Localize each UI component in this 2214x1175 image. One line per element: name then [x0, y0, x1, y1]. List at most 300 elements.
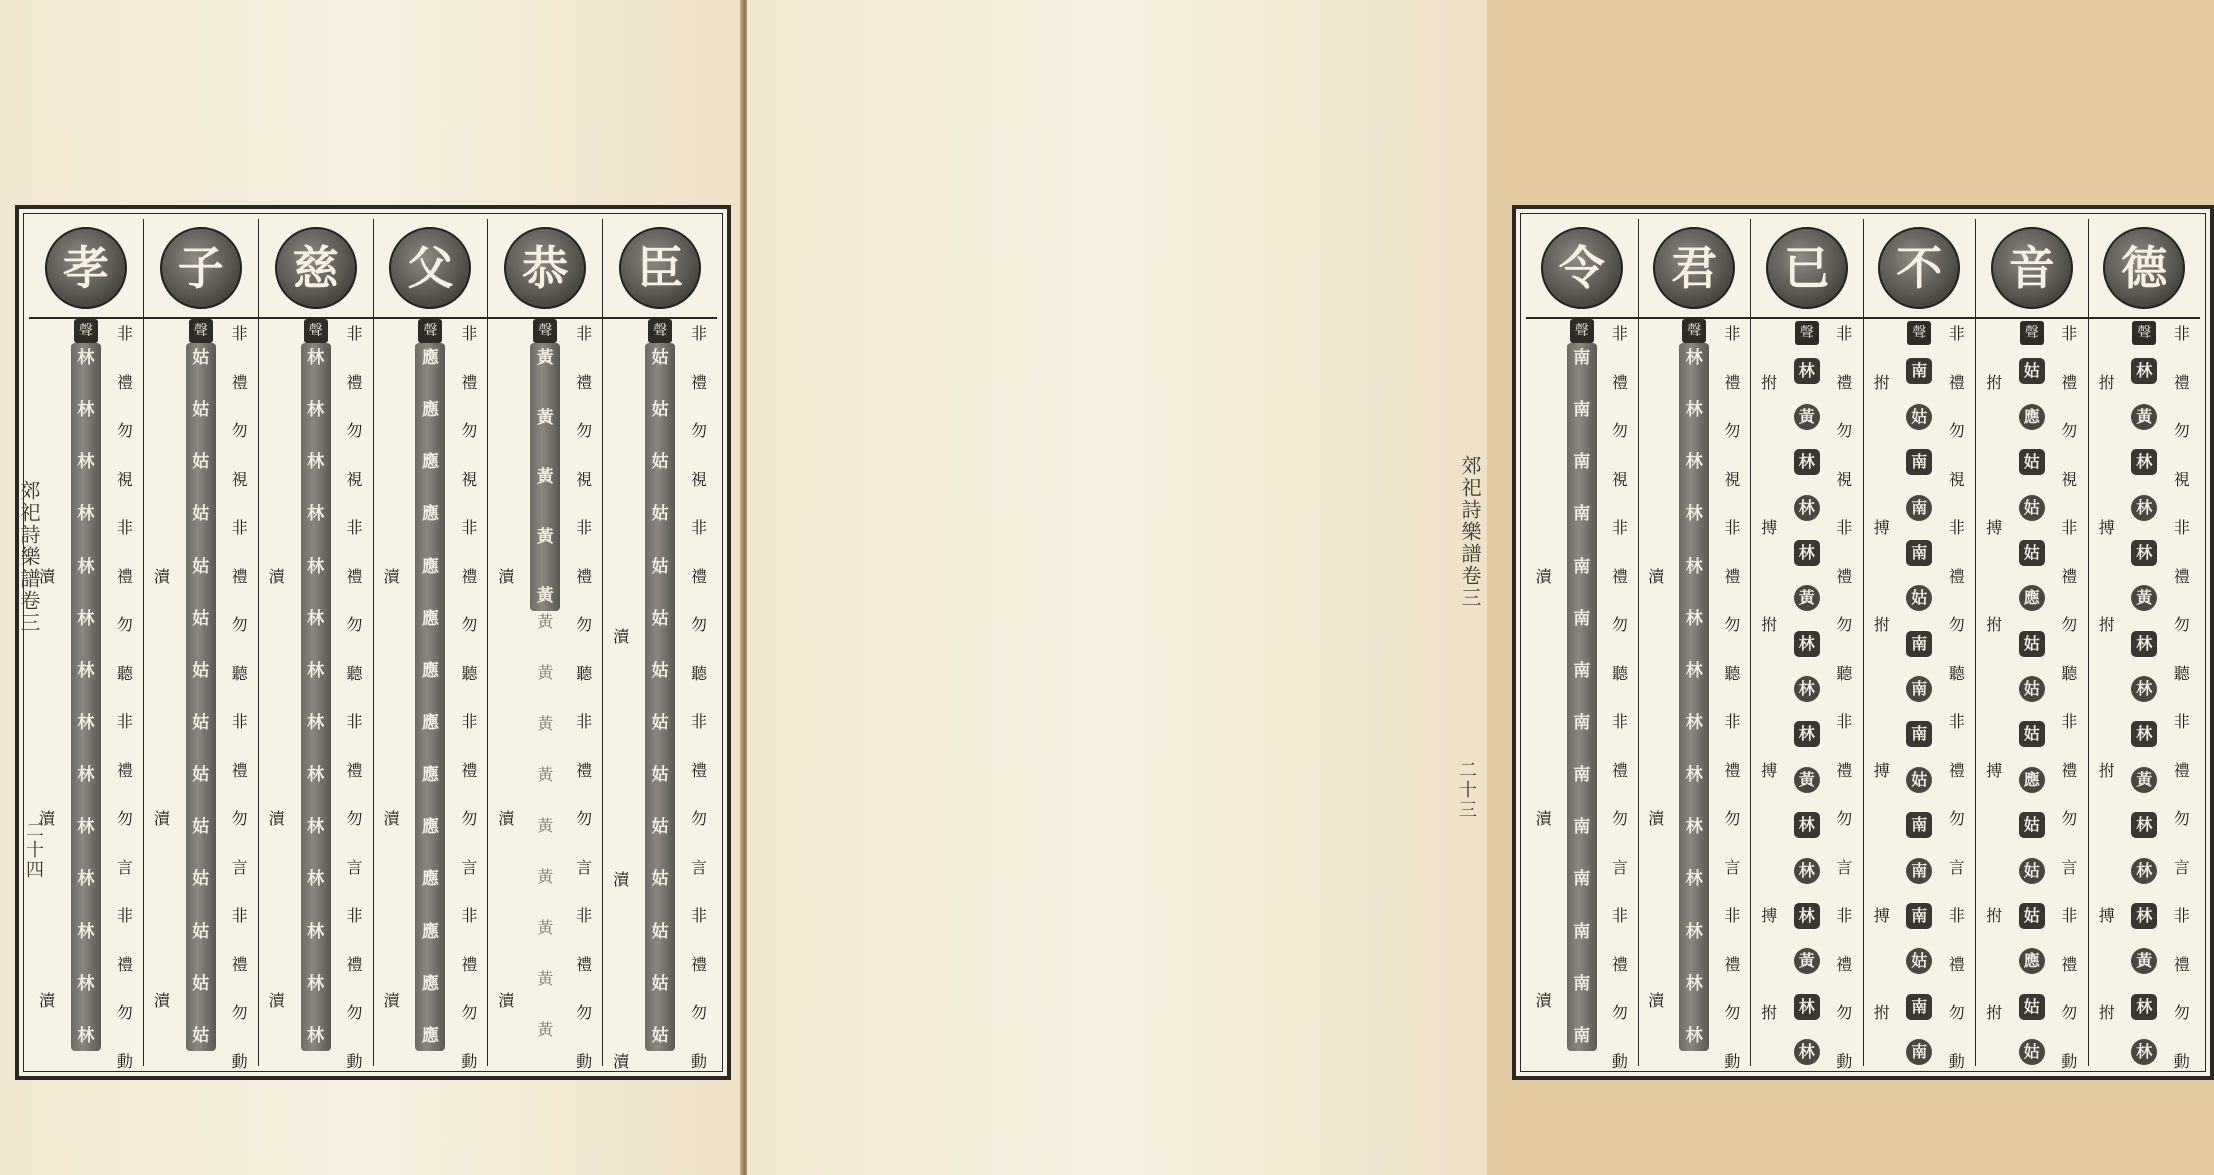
lyric-character: 視 [690, 469, 707, 489]
pitch-note: 應 [421, 712, 439, 733]
pitch-bar [415, 343, 445, 1051]
pitch-note: 林 [1685, 921, 1703, 942]
pitch-note: 姑 [192, 765, 210, 786]
percussion-mark: 搏 [1761, 760, 1778, 780]
pitch-note: 林 [307, 869, 325, 890]
pitch-note: 林 [1685, 556, 1703, 577]
lyrics-column [576, 319, 592, 1073]
lyric-character: 禮 [1611, 566, 1628, 586]
percussion-mark: 瀆 [268, 566, 285, 586]
sheng-label: 聲 [418, 319, 442, 343]
percussion-mark: 瀆 [38, 809, 55, 829]
pitch-note: 應 [421, 921, 439, 942]
pitch-note: 黃 [537, 714, 554, 733]
pitch-note: 林 [77, 504, 95, 525]
pitch-note: 林 [2131, 540, 2157, 566]
percussion-mark [383, 323, 399, 345]
lyric-character: 禮 [1948, 760, 1965, 780]
pitch-note: 姑 [2019, 540, 2045, 566]
percussion-mark [1536, 444, 1552, 466]
score-column [29, 319, 143, 1071]
lyric-character: 勿 [1948, 421, 1965, 441]
lyric-character: 勿 [576, 809, 593, 829]
pitch-note: 應 [421, 348, 439, 368]
pitch-note: 林 [1794, 631, 1820, 657]
percussion-column [154, 319, 170, 1073]
percussion-mark [498, 384, 514, 406]
score-column [2088, 319, 2201, 1071]
lyric-character: 非 [346, 518, 363, 538]
lyric-character: 勿 [2173, 421, 2190, 441]
pitch-note: 姑 [651, 504, 669, 525]
lyric-character: 勿 [116, 615, 133, 635]
percussion-mark [383, 384, 399, 406]
percussion-mark: 拊 [1761, 1003, 1778, 1023]
pitch-note: 姑 [2019, 994, 2045, 1020]
percussion-mark: 拊 [1873, 372, 1890, 392]
percussion-mark: 搏 [1761, 906, 1778, 926]
sheng-label: 聲 [2132, 321, 2156, 345]
percussion-mark: 搏 [1873, 518, 1890, 538]
percussion-mark [154, 687, 170, 709]
pitch-note: 林 [307, 765, 325, 786]
lyric-character: 勿 [461, 809, 478, 829]
lyric-character: 動 [461, 1051, 478, 1071]
pitch-column [1679, 319, 1709, 1069]
percussion-column [1536, 319, 1552, 1073]
lyric-character: 禮 [231, 954, 248, 974]
lyric-character: 非 [1724, 324, 1741, 343]
lyric-character: 動 [690, 1051, 707, 1071]
lyric-character: 動 [1724, 1051, 1741, 1071]
percussion-mark [269, 505, 285, 527]
pitch-note: 姑 [1906, 948, 1932, 974]
percussion-mark [613, 505, 629, 527]
lyric-character: 聽 [1836, 663, 1853, 683]
pitch-note: 姑 [2019, 495, 2045, 521]
lyric-character: 非 [1948, 906, 1965, 926]
percussion-mark [1648, 1051, 1664, 1073]
pitch-note: 林 [1794, 721, 1820, 747]
lyric-character: 視 [1724, 469, 1741, 489]
lyric-character: 言 [1836, 857, 1853, 877]
percussion-mark [1874, 1051, 1890, 1073]
lyric-character: 禮 [116, 760, 133, 780]
percussion-column [39, 319, 55, 1073]
lyric-character: 禮 [461, 566, 478, 586]
percussion-mark [383, 687, 399, 709]
sheng-label: 聲 [304, 319, 328, 343]
lyric-character: 非 [116, 906, 133, 926]
pitch-note: 林 [307, 712, 325, 733]
percussion-mark [39, 930, 55, 952]
lyric-character: 禮 [461, 954, 478, 974]
heading-character: 德 [2121, 241, 2168, 295]
lyric-character: 言 [2061, 857, 2078, 877]
lyric-character: 勿 [1611, 1003, 1628, 1023]
sheng-label: 聲 [1907, 321, 1931, 345]
sheng-label: 聲 [533, 319, 557, 343]
pitch-note: 姑 [651, 973, 669, 994]
lyric-character: 非 [690, 324, 707, 343]
pitch-note: 姑 [192, 452, 210, 473]
lyric-character: 禮 [2173, 372, 2190, 392]
percussion-mark: 瀆 [268, 809, 285, 829]
heading-character: 不 [1896, 241, 1943, 295]
percussion-mark [39, 384, 55, 406]
percussion-mark: 搏 [1986, 518, 2003, 538]
score-column [1863, 319, 1976, 1071]
heading-cell [258, 219, 373, 317]
percussion-mark [383, 505, 399, 527]
lyric-character: 動 [1948, 1051, 1965, 1071]
percussion-mark [613, 990, 629, 1012]
pitch-bar [530, 343, 560, 611]
lyrics-column [1836, 319, 1852, 1073]
pitch-note: 應 [2019, 767, 2045, 793]
percussion-mark [498, 626, 514, 648]
pitch-note: 姑 [651, 869, 669, 890]
lyric-character: 禮 [116, 566, 133, 586]
heading-medallion [275, 227, 357, 309]
pitch-note: 林 [307, 452, 325, 473]
lyric-character: 勿 [1724, 615, 1741, 635]
lyric-character: 非 [461, 518, 478, 538]
lyric-character: 禮 [576, 760, 593, 780]
lyric-character: 禮 [1611, 954, 1628, 974]
percussion-mark [1536, 930, 1552, 952]
percussion-mark: 搏 [2098, 906, 2115, 926]
sheng-label: 聲 [74, 319, 98, 343]
heading-medallion [2103, 227, 2185, 309]
percussion-mark [1536, 505, 1552, 527]
lyric-character: 勿 [116, 1003, 133, 1023]
pitch-note: 南 [1573, 660, 1591, 681]
pitch-note: 南 [1573, 921, 1591, 942]
lyric-character: 勿 [1948, 615, 1965, 635]
percussion-mark [498, 505, 514, 527]
pitch-note: 姑 [1906, 585, 1932, 611]
lyric-character: 禮 [2173, 566, 2190, 586]
pitch-note: 黃 [1794, 948, 1820, 974]
percussion-mark [1536, 384, 1552, 406]
pitch-note: 林 [2131, 812, 2157, 838]
percussion-mark [1761, 1051, 1777, 1073]
percussion-mark [383, 930, 399, 952]
pitch-note: 姑 [651, 348, 669, 368]
percussion-mark [269, 748, 285, 770]
pitch-note: 姑 [192, 660, 210, 681]
lyric-character: 聽 [1724, 663, 1741, 683]
pitch-note: 林 [1685, 869, 1703, 890]
percussion-mark: 拊 [1873, 1003, 1890, 1023]
lyric-character: 聽 [461, 663, 478, 683]
lyric-character: 勿 [231, 1003, 248, 1023]
score-column [1750, 319, 1863, 1071]
pitch-column [2019, 319, 2045, 1071]
heading-medallion [504, 227, 586, 309]
lyric-character: 禮 [1836, 954, 1853, 974]
pitch-note: 林 [307, 504, 325, 525]
lyric-character: 言 [461, 857, 478, 877]
lyric-character: 禮 [231, 566, 248, 586]
percussion-mark [498, 748, 514, 770]
pitch-note: 黃 [537, 867, 554, 886]
percussion-mark [1986, 711, 2002, 733]
pitch-note: 應 [421, 660, 439, 681]
percussion-mark [154, 1051, 170, 1073]
lyric-character: 禮 [231, 372, 248, 392]
pitch-note: 黃 [2131, 585, 2157, 611]
pitch-note: 林 [2131, 449, 2157, 475]
score-column [487, 319, 602, 1071]
lyric-character: 禮 [461, 760, 478, 780]
lyric-character: 言 [690, 857, 707, 877]
lyric-character: 勿 [1836, 809, 1853, 829]
lyric-character: 勿 [690, 421, 707, 441]
lyric-character: 聽 [2061, 663, 2078, 683]
pitch-note: 姑 [192, 556, 210, 577]
percussion-mark [1648, 505, 1664, 527]
pitch-note: 黃 [536, 348, 554, 368]
pitch-note: 姑 [2019, 812, 2045, 838]
percussion-mark [498, 1051, 514, 1073]
lyric-character: 非 [2061, 906, 2078, 926]
heading-medallion [160, 227, 242, 309]
percussion-mark [498, 687, 514, 709]
percussion-column [613, 319, 629, 1073]
heading-character: 音 [2008, 241, 2055, 295]
lyric-character: 勿 [1611, 421, 1628, 441]
pitch-note: 黃 [537, 816, 554, 835]
percussion-mark [2099, 954, 2115, 976]
pitch-note: 林 [307, 556, 325, 577]
percussion-mark [1986, 954, 2002, 976]
percussion-mark: 搏 [1873, 906, 1890, 926]
percussion-mark: 拊 [1986, 1003, 2003, 1023]
lyric-character: 動 [2173, 1051, 2190, 1071]
sheng-label: 聲 [1570, 319, 1594, 343]
lyric-character: 禮 [116, 954, 133, 974]
pitch-note: 林 [2131, 858, 2157, 884]
percussion-mark [1761, 323, 1777, 345]
pitch-note: 姑 [192, 817, 210, 838]
percussion-mark: 瀆 [1535, 809, 1552, 829]
pitch-note: 林 [2131, 721, 2157, 747]
pitch-note: 林 [307, 608, 325, 629]
lyric-character: 非 [576, 906, 593, 926]
lyric-character: 勿 [116, 809, 133, 829]
heading-cell [1863, 219, 1976, 317]
lyric-character: 非 [1724, 906, 1741, 926]
percussion-mark: 瀆 [613, 1051, 630, 1071]
pitch-note: 黃 [1794, 585, 1820, 611]
lyric-character: 非 [116, 518, 133, 538]
percussion-mark [498, 930, 514, 952]
pitch-note: 南 [1906, 858, 1932, 884]
lyrics-column [2061, 319, 2077, 1073]
pitch-note: 林 [1794, 812, 1820, 838]
lyric-character: 勿 [1724, 809, 1741, 829]
sheng-label: 聲 [189, 319, 213, 343]
lyric-character: 禮 [2061, 760, 2078, 780]
lyric-character: 非 [1836, 712, 1853, 732]
sheng-label: 聲 [1682, 319, 1706, 343]
percussion-mark [383, 748, 399, 770]
lyric-character: 視 [1948, 469, 1965, 489]
heading-medallion [45, 227, 127, 309]
percussion-mark [613, 323, 629, 345]
pitch-note: 林 [2131, 358, 2157, 384]
percussion-mark: 瀆 [498, 991, 515, 1011]
heading-medallion [619, 227, 701, 309]
heading-medallion [1541, 227, 1623, 309]
lyric-character: 禮 [346, 954, 363, 974]
pitch-note: 應 [421, 817, 439, 838]
pitch-note: 姑 [651, 1025, 669, 1046]
percussion-mark [1874, 954, 1890, 976]
percussion-mark [2099, 323, 2115, 345]
pitch-note: 黃 [2131, 767, 2157, 793]
lyric-character: 勿 [231, 809, 248, 829]
pitch-note: 南 [1573, 765, 1591, 786]
lyric-character: 言 [1724, 857, 1741, 877]
pitch-note: 林 [77, 348, 95, 368]
lyric-character: 禮 [690, 372, 707, 392]
percussion-mark: 拊 [2098, 1003, 2115, 1023]
lyric-character: 非 [1836, 518, 1853, 538]
percussion-mark: 拊 [1761, 372, 1778, 392]
heading-cell [1750, 219, 1863, 317]
percussion-mark: 瀆 [383, 566, 400, 586]
pitch-note: 黃 [537, 765, 554, 784]
percussion-column [269, 319, 285, 1073]
percussion-mark: 搏 [2098, 518, 2115, 538]
lyric-character: 動 [116, 1051, 133, 1071]
lyric-character: 非 [1724, 518, 1741, 538]
percussion-mark [269, 930, 285, 952]
pitch-note: 南 [1906, 1039, 1932, 1065]
pitch-note: 林 [1685, 712, 1703, 733]
lyrics-column [117, 319, 133, 1073]
pitch-note: 南 [1906, 358, 1932, 384]
pitch-bar [1679, 343, 1709, 1051]
heading-medallion [1653, 227, 1735, 309]
pitch-note: 南 [1573, 556, 1591, 577]
pitch-note: 林 [77, 660, 95, 681]
lyric-character: 非 [346, 906, 363, 926]
score-column [1975, 319, 2088, 1071]
pitch-note: 南 [1906, 631, 1932, 657]
percussion-mark: 搏 [1873, 760, 1890, 780]
pitch-note: 姑 [192, 400, 210, 421]
pitch-note: 林 [77, 921, 95, 942]
percussion-mark [1761, 808, 1777, 830]
percussion-mark [2099, 566, 2115, 588]
pitch-note: 姑 [192, 1025, 210, 1046]
percussion-mark [613, 444, 629, 466]
percussion-mark [1536, 1051, 1552, 1073]
percussion-mark [1874, 420, 1890, 442]
percussion-mark [613, 808, 629, 830]
percussion-mark [1648, 323, 1664, 345]
pitch-note: 南 [1573, 817, 1591, 838]
pitch-note: 應 [421, 973, 439, 994]
percussion-mark [39, 687, 55, 709]
lyric-character: 禮 [576, 954, 593, 974]
percussion-mark [1874, 323, 1890, 345]
pitch-continuation [537, 611, 553, 1041]
percussion-mark: 拊 [2098, 760, 2115, 780]
lyric-character: 聽 [2173, 663, 2190, 683]
pitch-bar [71, 343, 101, 1051]
pitch-note: 應 [421, 556, 439, 577]
percussion-mark [1874, 808, 1890, 830]
lyric-character: 聽 [231, 663, 248, 683]
lyric-character: 禮 [231, 760, 248, 780]
percussion-mark [1874, 566, 1890, 588]
lyric-character: 動 [1836, 1051, 1853, 1071]
pitch-note: 林 [77, 869, 95, 890]
pitch-note: 南 [1906, 903, 1932, 929]
lyric-character: 動 [2061, 1051, 2078, 1071]
lyric-character: 視 [2173, 469, 2190, 489]
heading-cell [1638, 219, 1751, 317]
pitch-note: 林 [307, 921, 325, 942]
percussion-mark [613, 566, 629, 588]
score-column [1526, 319, 1638, 1071]
pitch-note: 林 [2131, 903, 2157, 929]
left-running-title: 郊祀詩樂譜卷三 [17, 480, 41, 634]
lyric-character: 禮 [576, 372, 593, 392]
lyric-character: 聽 [576, 663, 593, 683]
lyric-character: 禮 [346, 760, 363, 780]
lyric-character: 勿 [1836, 421, 1853, 441]
pitch-note: 黃 [536, 407, 554, 428]
lyric-character: 禮 [1724, 760, 1741, 780]
pitch-column [71, 319, 101, 1069]
pitch-note: 林 [1685, 452, 1703, 473]
pitch-note: 姑 [1906, 404, 1932, 430]
percussion-mark [1986, 808, 2002, 830]
lyric-character: 非 [1611, 906, 1628, 926]
pitch-note: 姑 [2019, 858, 2045, 884]
percussion-mark [613, 384, 629, 406]
lyric-character: 勿 [2173, 1003, 2190, 1023]
pitch-note: 林 [1794, 676, 1820, 702]
pitch-note: 姑 [192, 921, 210, 942]
percussion-mark [1986, 566, 2002, 588]
pitch-note: 林 [1794, 540, 1820, 566]
lyric-character: 言 [1948, 857, 1965, 877]
lyric-character: 勿 [2173, 615, 2190, 635]
lyric-character: 禮 [690, 566, 707, 586]
pitch-note: 林 [1685, 765, 1703, 786]
lyric-character: 禮 [461, 372, 478, 392]
lyric-character: 禮 [690, 954, 707, 974]
percussion-mark [269, 687, 285, 709]
heading-cell [1975, 219, 2088, 317]
percussion-mark [1986, 323, 2002, 345]
percussion-mark [1648, 626, 1664, 648]
pitch-note: 姑 [2019, 449, 2045, 475]
percussion-mark [383, 444, 399, 466]
percussion-mark [2099, 469, 2115, 491]
pitch-note: 林 [77, 400, 95, 421]
score-column [258, 319, 373, 1071]
lyric-character: 禮 [690, 760, 707, 780]
pitch-note: 姑 [2019, 631, 2045, 657]
